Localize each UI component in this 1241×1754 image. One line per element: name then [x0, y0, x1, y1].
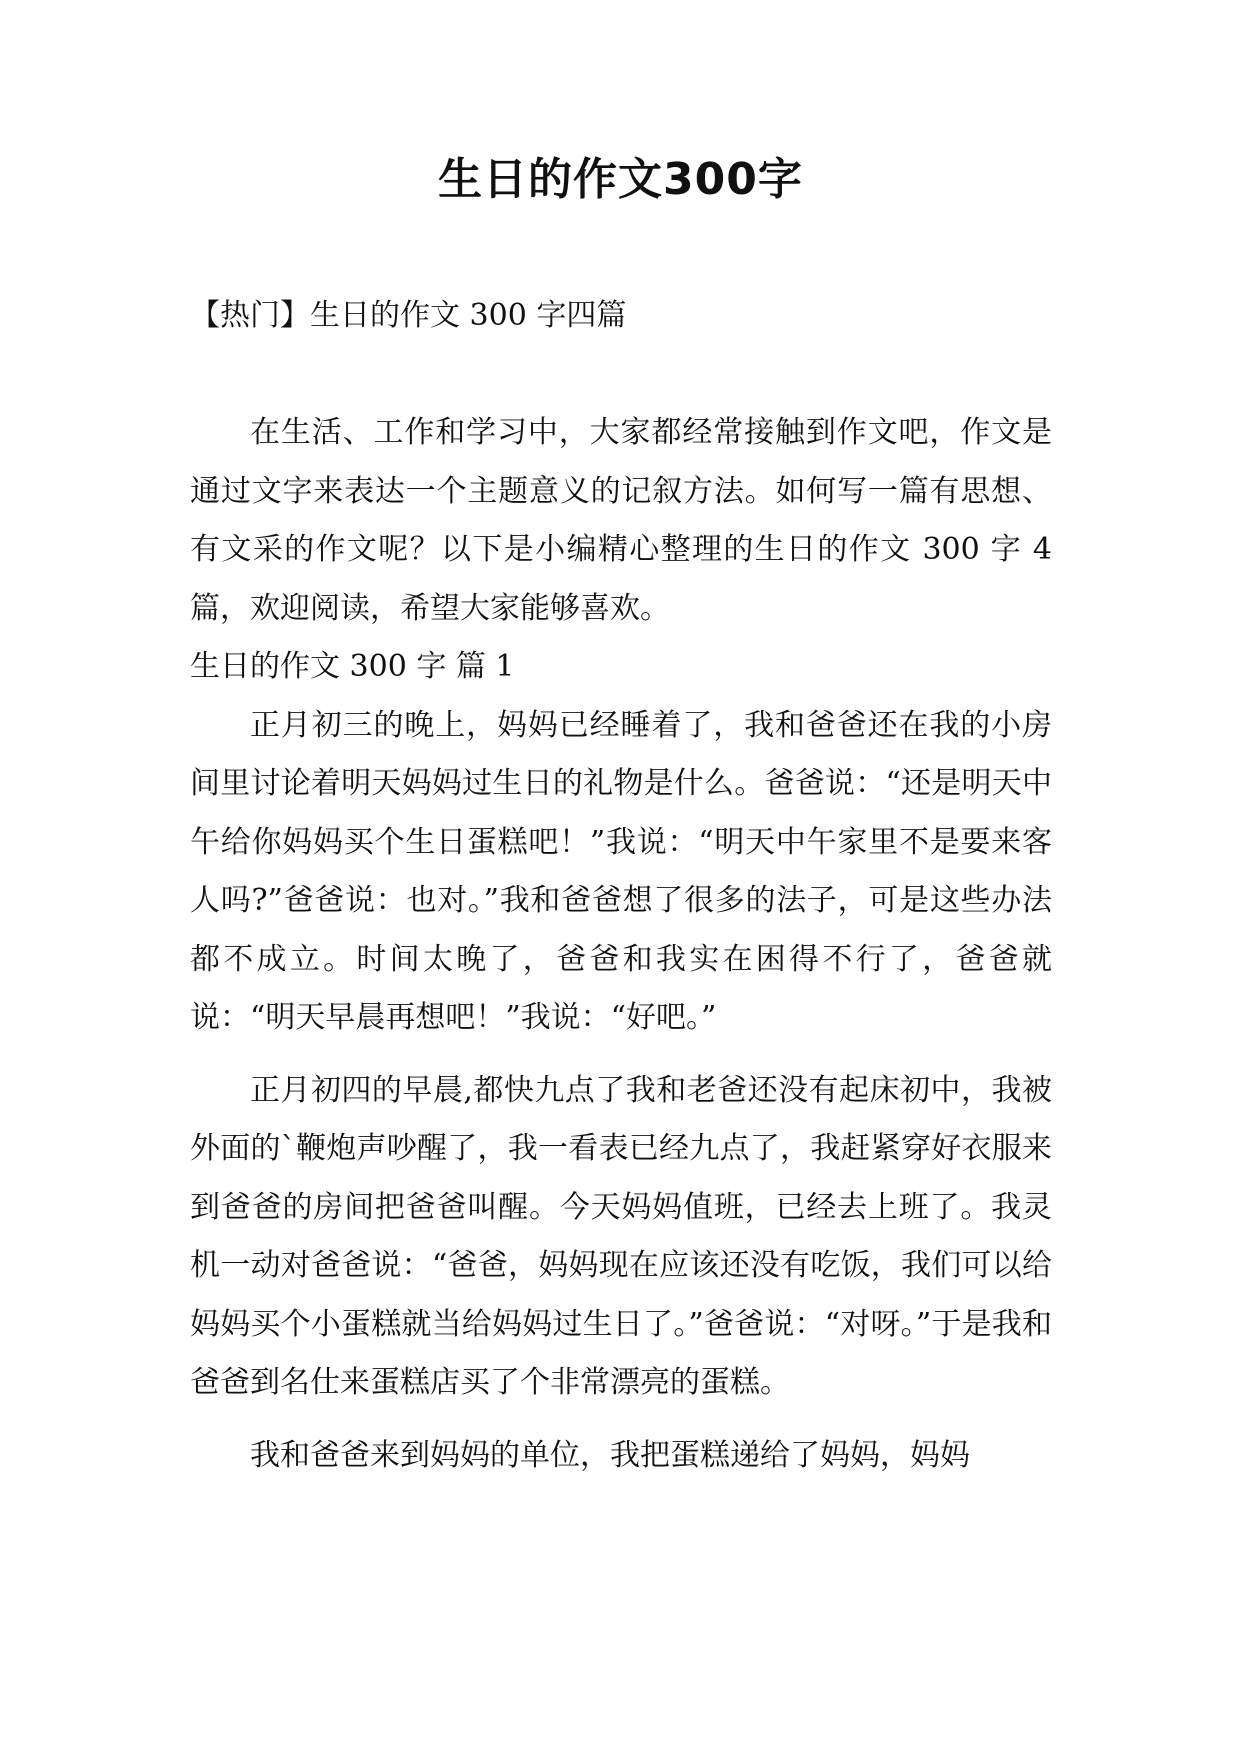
document-subtitle: 【热门】生日的作文 300 字四篇: [190, 298, 627, 333]
document-body: [190, 404, 1052, 1485]
body-paragraph-3: 我和爸爸来到妈妈的单位，我把蛋糕递给了妈妈，妈妈: [250, 1437, 970, 1473]
page-title: 生日的作文300字: [438, 154, 803, 205]
body-paragraph-2: 正月初四的早晨,都快九点了我和老爸还没有起床初中，我被外面的`鞭炮声吵醒了，我一看表已经九点了，我赶紧穿好衣服来到爸爸的房间把爸爸叫醒。今天妈妈值班，已经去上班了。我灵机一动对爸爸说：“爸爸，妈妈现在应该还没有吃饭，我们可以给妈妈买个小蛋糕就当给妈妈过生日了。”爸爸说：“对呀。”于是我和爸爸到名仕来蛋糕店买了个非常漂亮的蛋糕。: [190, 1072, 1052, 1400]
body-paragraph-1: 正月初三的晚上，妈妈已经睡着了，我和爸爸还在我的小房间里讨论着明天妈妈过生日的礼物是什么。爸爸说：“还是明天中午给你妈妈买个生日蛋糕吧！”我说：“明天中午家里不是要来客人吗?”爸爸说：也对。”我和爸爸想了很多的法子，可是这些办法都不成立。时间太晚了，爸爸和我实在困得不行了，爸爸就说：“明天早晨再想吧！”我说：“好吧。”: [190, 707, 1052, 1035]
section-heading: 生日的作文 300 字 篇 1: [190, 649, 515, 684]
intro-paragraph: 在生活、工作和学习中，大家都经常接触到作文吧，作文是通过文字来表达一个主题意义的记叙方法。如何写一篇有思想、有文采的作文呢？以下是小编精心整理的生日的作文 300 字 4 篇，欢迎阅读，希望大家能够喜欢。: [190, 415, 1052, 626]
